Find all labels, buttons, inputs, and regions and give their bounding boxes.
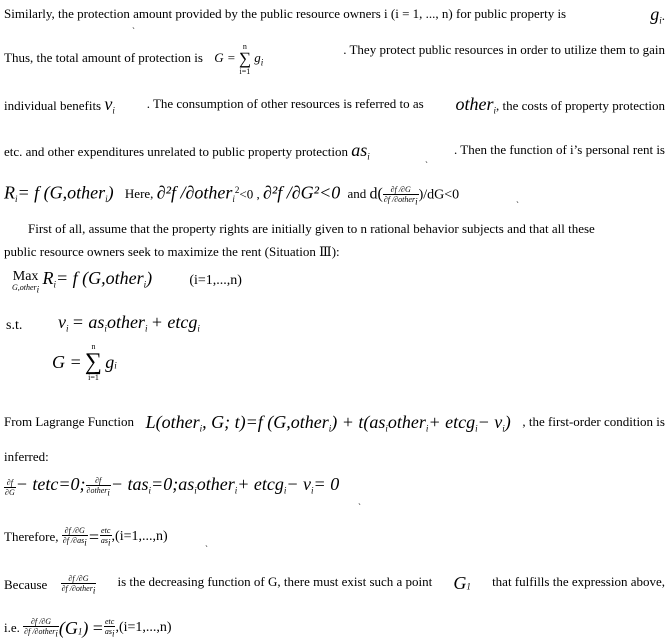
inferred-label: inferred: [4, 449, 49, 464]
ie-line: i.e. $\frac{\partial f /\partial G}{\partial f /\partial other_i}$ $(G_1)$ = $\frac{\text{etc}}{as_i}$ ,(i=1,...,n) [4, 617, 172, 639]
paragraph1-line4: etc. and other expenditures unrelated to public property protection $as_i$ . Then the function of i’s personal rent is [4, 140, 665, 162]
st-label: s.t. [6, 318, 23, 333]
objective-line: Max G,other$_i$ $R_i= f$ (G,other$_i$) (i=1,...,n) [12, 268, 242, 295]
lagrange-line: From Lagrange Function L(other$_i$, G; t)=f (G,other$_i$) + $t(as_iother_i+$ etcg$_i$− $v_i$) , the first-order condition is [4, 412, 665, 434]
sum-symbol: n ∑ i=1 [84, 342, 103, 382]
editor-mark: ˋ [205, 544, 208, 554]
fraction: $\frac{\partial f /\partial G}{\partial f /\partial other_i}$ [383, 184, 418, 207]
text: Similarly, the protection amount provided by the public resource owners i (i = 1, ..., n) for public property is [4, 6, 567, 21]
therefore-line: Therefore, $\frac{\partial f /\partial G}{\partial f /\partial as_i}$ = $\frac{\text{etc}}{as_i}$ ,(i=1,...,n) [4, 526, 168, 548]
paragraph1-line5: $R_i= f$ (G,other$_i$) Here, ∂²f /∂other$_i^2$<0 , ∂²f /∂G²<0 and d( $\frac{\partial f /\partial G}{\partial f /\partial other_i}$ )/dG<0 [4, 182, 460, 207]
paragraph1-line2 [4, 42, 665, 76]
sum-symbol: n ∑ i=1 [238, 42, 251, 76]
because-line: Because $\frac{\partial f /\partial G}{\partial f /\partial other_i}$ is the decreasing function of G, there must exist such a point $G_1$ that fulfills the expression above, [4, 573, 665, 596]
editor-mark: ˋ [132, 26, 135, 36]
text-end: . They protect public resources in order to utilize them to gain [343, 42, 665, 57]
foc-line: $\frac{\partial f}{\partial G}$ − tetc=0; $\frac{\partial f}{\partial other_i}$ − $tas_i=0;as_iother_i+$ etcg$_i$− $v_i= 0$ [5, 474, 340, 498]
paragraph2-line1: First of all, assume that the property rights are initially given to n rational behavior subjects and that all these [28, 221, 595, 236]
constraint-1: $v_i$ = $as_iother_i$ + etcg$_i$ [58, 312, 200, 334]
editor-mark: ˋ [516, 200, 519, 210]
constraint-2: G = n ∑ i=1 $g_i$ [52, 342, 117, 382]
paragraph1-line1 [4, 6, 665, 29]
symbol-g-i: $g_i$. [650, 4, 665, 26]
editor-mark: ˋ [425, 160, 428, 170]
paragraph2-line2: public resource owners seek to maximize the rent (Situation Ⅲ): [4, 244, 340, 259]
text: Thus, the total amount of protection is G = n ∑ i=1 $g_i$ [4, 42, 264, 76]
paragraph1-line3: individual benefits $v_i$ . The consumption of other resources is referred to as other$_i$, the costs of property protection [4, 94, 665, 116]
editor-mark: ˋ [358, 502, 361, 512]
